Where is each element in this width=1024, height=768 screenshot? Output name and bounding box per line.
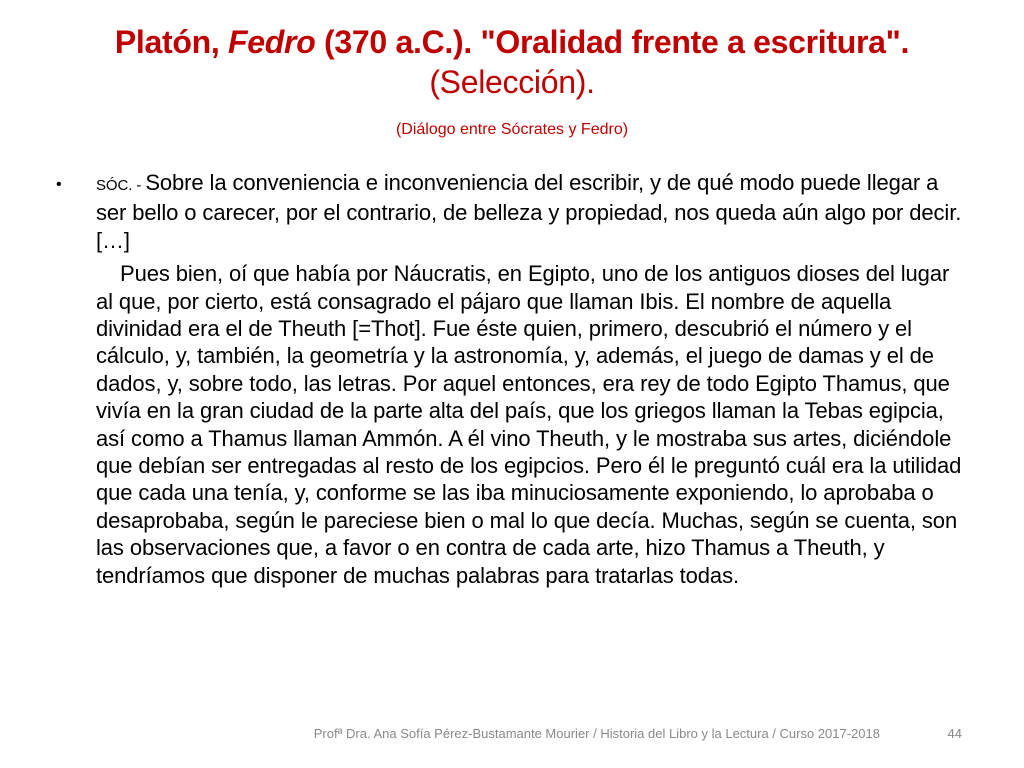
paragraph-1 (96, 169, 964, 254)
title-work: Fedro (228, 24, 316, 60)
title-suffix: (370 a.C.). "Oralidad frente a escritura". (315, 24, 910, 60)
slide-subtitle: (Diálogo entre Sócrates y Fedro) (395, 121, 629, 138)
page-number: 44 (947, 726, 962, 741)
paragraph-2: Pues bien, oí que había por Náucratis, en Egipto, uno de los antiguos dioses del lugar al que, por cierto, está consagrado el pájaro que llaman Ibis. El nombre de aquella divinidad era el de Theuth [=Thot]. Fue éste quien, primero, descubrió el número y el cálculo, y, también, la geometría y la astronomía, y, además, el juego de damas y el de dados, y, sobre todo, las letras. Por aquel entonces, era rey de todo Egipto Thamus, que vivía en la gran ciudad de la parte alta del país, que los griegos llaman la Tebas egipcia, así como a Thamus llaman Ammón. A él vino Theuth, y le mostraba sus artes, diciéndole que debían ser entregadas al resto de los egipcios. Pero él le preguntó cuál era la utilidad que cada una tenía, y, conforme se las iba minuciosamente exponiendo, lo aprobaba o desaprobaba, según le pareciese bien o mal lo que decía. Muchas, según se cuenta, son las observaciones que, a favor o en contra de cada arte, hizo Thamus a Theuth, y tendríamos que disponer de muchas palabras para tratarlas todas. (96, 261, 962, 588)
slide-body (96, 169, 964, 589)
title-prefix: Platón, (114, 24, 229, 60)
footer-text: Profª Dra. Ana Sofía Pérez-Bustamante Mourier / Historia del Libro y la Lectura / Curso 2017-2018 (313, 726, 880, 741)
slide-title (40, 22, 984, 102)
paragraph-1-text: Sobre la conveniencia e inconveniencia del escribir, y de qué modo puede llegar a ser bello o carecer, por el contrario, de belleza y propiedad, nos queda aún algo por decir. […] (96, 170, 962, 253)
title-line2: (Selección). (429, 64, 595, 100)
speaker-label: SÓC. - (96, 177, 146, 194)
bullet-marker: • (56, 176, 62, 193)
